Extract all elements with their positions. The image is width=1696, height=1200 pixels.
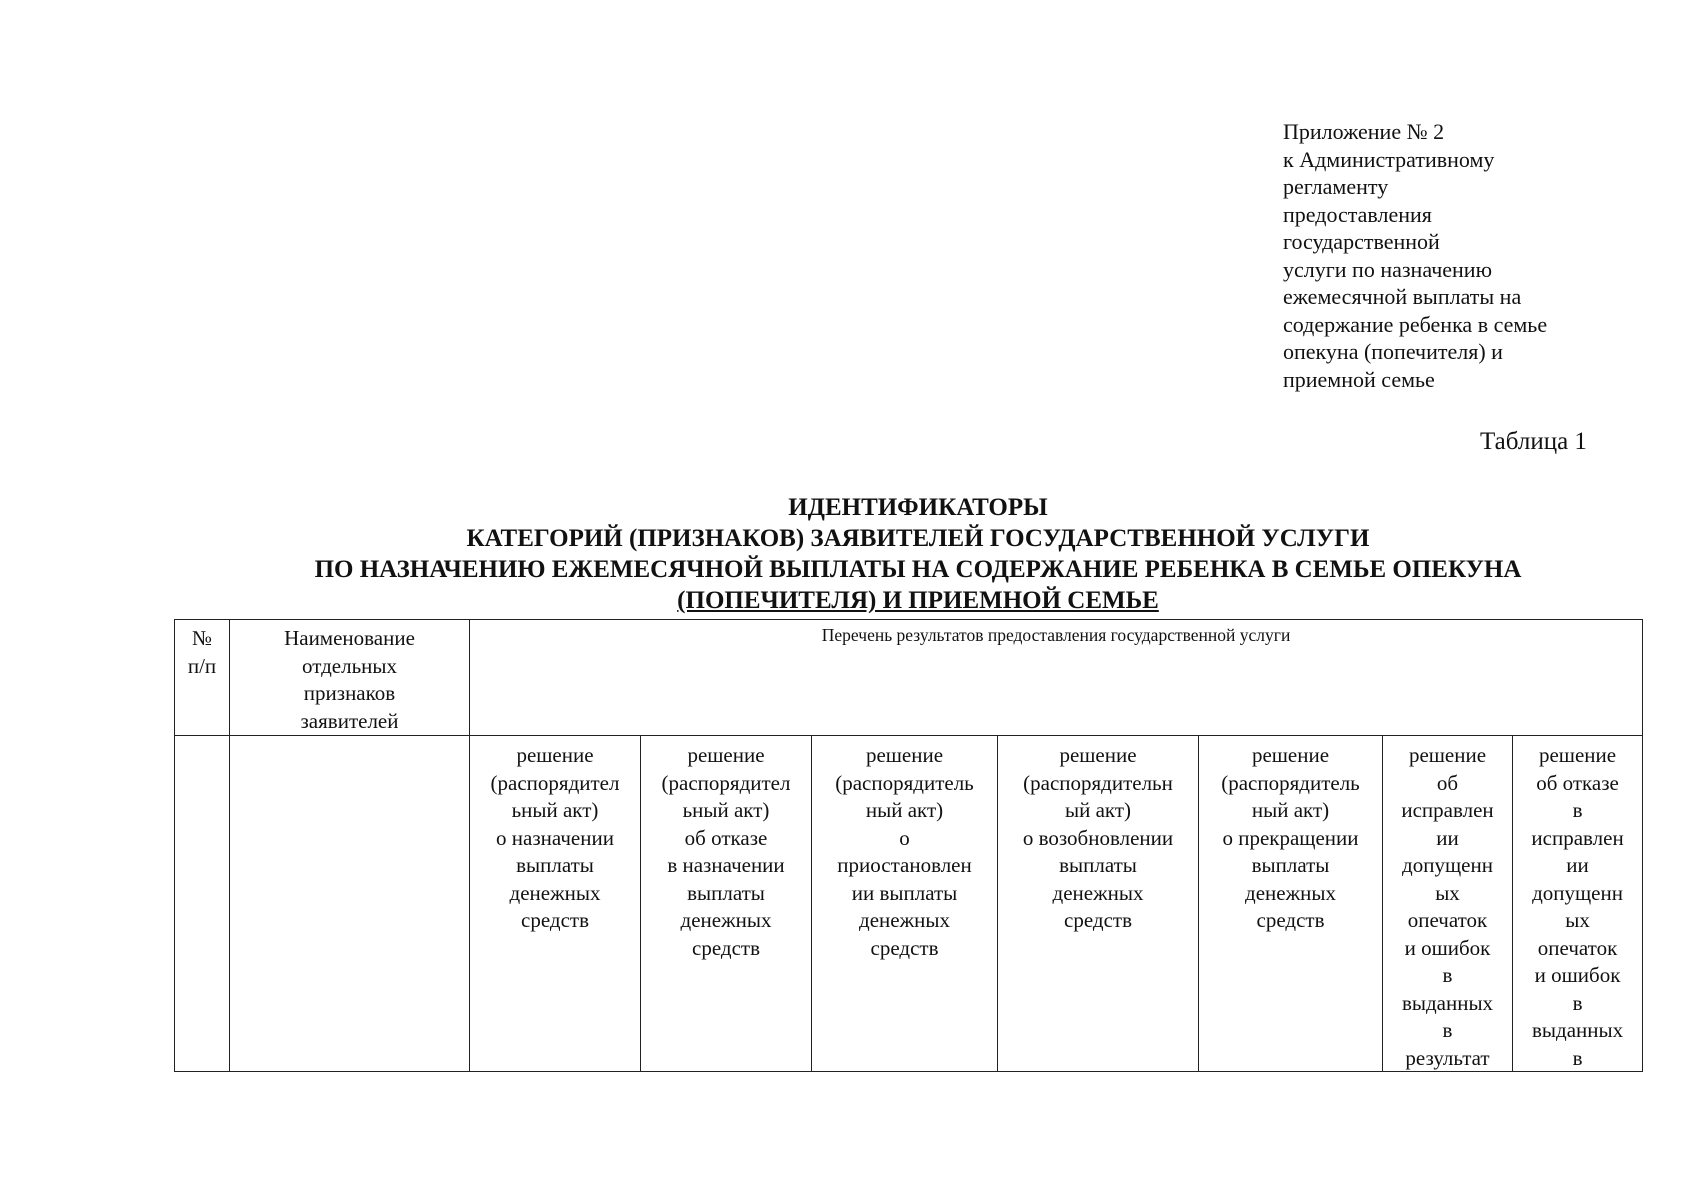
result-line: решение (1538, 743, 1617, 767)
result-line: выданных (1401, 990, 1494, 1015)
result-line: ьный акт) (682, 798, 770, 822)
result-line: выданных (1531, 1018, 1624, 1042)
result-line: выплаты (687, 880, 765, 905)
appendix-line: опекуна (попечителя) и (1283, 339, 1503, 364)
result-line: о (899, 825, 910, 850)
appendix-line: ежемесячной выплаты на (1283, 284, 1522, 309)
result-line: об отказе (684, 825, 768, 850)
result-line: средств (521, 908, 589, 932)
result-line: в (1442, 1018, 1453, 1042)
result-cell (1383, 736, 1513, 1072)
result-line: и ошибок (1534, 963, 1621, 987)
result-line: ых (1435, 880, 1460, 905)
result-line: и ошибок (1404, 935, 1491, 960)
appendix-line: содержание ребенка в семье (1283, 311, 1548, 337)
header-number-line: п/п (187, 653, 217, 678)
result-line: допущенн (1402, 853, 1493, 877)
result-line: средств (1256, 908, 1325, 932)
document-title (0, 492, 1696, 616)
appendix-block (1283, 118, 1603, 393)
header-results (470, 620, 1643, 736)
result-line: в (1442, 963, 1453, 987)
result-line: решение (1251, 743, 1330, 767)
result-line: допущенн (1532, 880, 1623, 905)
result-line: ых (1565, 908, 1590, 932)
appendix-line: услуги по назначению (1283, 256, 1493, 282)
appendix-line: регламенту (1283, 174, 1389, 199)
appendix-line: Приложение № 2 (1283, 119, 1445, 144)
result-cell (1199, 736, 1383, 1072)
result-text (1199, 736, 1382, 1071)
result-line: (распорядител (661, 770, 791, 795)
result-line: опечаток (1537, 935, 1618, 960)
result-text (470, 736, 640, 1071)
result-cell (998, 736, 1199, 1072)
result-line: решение (865, 743, 944, 767)
result-line: исправлен (1401, 798, 1494, 822)
result-line: ии выплаты (851, 880, 958, 905)
title-line: ИДЕНТИФИКАТОРЫ (788, 494, 1048, 521)
result-line: (распорядител (490, 770, 620, 795)
result-text (1383, 736, 1512, 1071)
header-results-label: Перечень результатов предоставления государственной услуги (821, 625, 1291, 645)
result-line: о прекращении (1222, 825, 1359, 850)
result-line: (распорядительн (1023, 770, 1173, 795)
result-line: исправлен (1531, 825, 1624, 850)
appendix-line: к Административному (1283, 146, 1495, 172)
result-line: об (1436, 770, 1459, 795)
header-number-line: № (191, 626, 213, 650)
appendix-line: приемной семье (1283, 366, 1435, 392)
header-number (175, 620, 230, 736)
result-line: (распорядитель (1221, 770, 1360, 795)
result-line: в (1572, 990, 1583, 1015)
appendix-line: государственной (1283, 229, 1440, 254)
cell-name-empty (230, 736, 470, 1072)
result-line: денежных (509, 880, 601, 905)
result-line: решение (1059, 743, 1137, 767)
title-line: ПО НАЗНАЧЕНИЮ ЕЖЕМЕСЯЧНОЙ ВЫПЛАТЫ НА СОДЕРЖАНИЕ РЕБЕНКА В СЕМЬЕ ОПЕКУНА (314, 556, 1522, 583)
result-line: ии (1436, 825, 1459, 850)
result-line: в назначении (667, 853, 785, 877)
result-line: выплаты (516, 853, 594, 877)
header-name-line: признаков (303, 681, 396, 705)
result-line: о назначении (496, 825, 614, 850)
result-line: (распорядитель (835, 770, 974, 795)
result-line: решение (516, 743, 594, 767)
header-name (230, 620, 470, 736)
result-line: о возобновлении (1022, 825, 1174, 850)
result-line: опечаток (1407, 908, 1488, 932)
result-line: выплаты (1251, 853, 1330, 877)
result-line: выплаты (1059, 853, 1137, 877)
results-table (174, 619, 1643, 1072)
result-line: средств (870, 935, 939, 960)
result-line: средств (692, 935, 760, 960)
result-line: денежных (1245, 880, 1336, 905)
appendix-line: предоставления (1283, 201, 1432, 227)
result-line: в (1572, 1045, 1583, 1070)
result-line: решение (1408, 743, 1487, 767)
result-text (1513, 736, 1642, 1071)
result-line: ьный акт) (511, 798, 599, 822)
result-line: приостановлен (837, 853, 972, 877)
result-cell (641, 736, 812, 1072)
header-name-line: Наименование (284, 626, 415, 650)
result-text (812, 736, 997, 1071)
result-text (998, 736, 1198, 1071)
result-line: денежных (680, 908, 772, 932)
result-line: результат (1405, 1045, 1490, 1070)
result-cell (1513, 736, 1643, 1072)
result-line: ый акт) (1064, 798, 1131, 822)
result-line: денежных (859, 908, 950, 932)
title-line: (ПОПЕЧИТЕЛЯ) И ПРИЕМНОЙ СЕМЬЕ (677, 587, 1159, 614)
result-line: средств (1064, 908, 1132, 932)
result-line: ный акт) (1251, 798, 1330, 822)
result-line: решение (687, 743, 765, 767)
cell-number-empty (175, 736, 230, 1072)
result-cell (470, 736, 641, 1072)
result-line: денежных (1052, 880, 1144, 905)
result-line: ный акт) (865, 798, 944, 822)
header-name-line: отдельных (301, 653, 398, 678)
result-cell (812, 736, 998, 1072)
result-line: об отказе (1536, 770, 1619, 795)
result-line: ии (1566, 853, 1589, 877)
table-label: Таблица 1 (1480, 428, 1587, 455)
result-text (641, 736, 811, 1071)
header-name-line: заявителей (300, 708, 399, 733)
title-line: КАТЕГОРИЙ (ПРИЗНАКОВ) ЗАЯВИТЕЛЕЙ ГОСУДАРСТВЕННОЙ УСЛУГИ (466, 525, 1370, 552)
result-line: в (1572, 798, 1583, 822)
